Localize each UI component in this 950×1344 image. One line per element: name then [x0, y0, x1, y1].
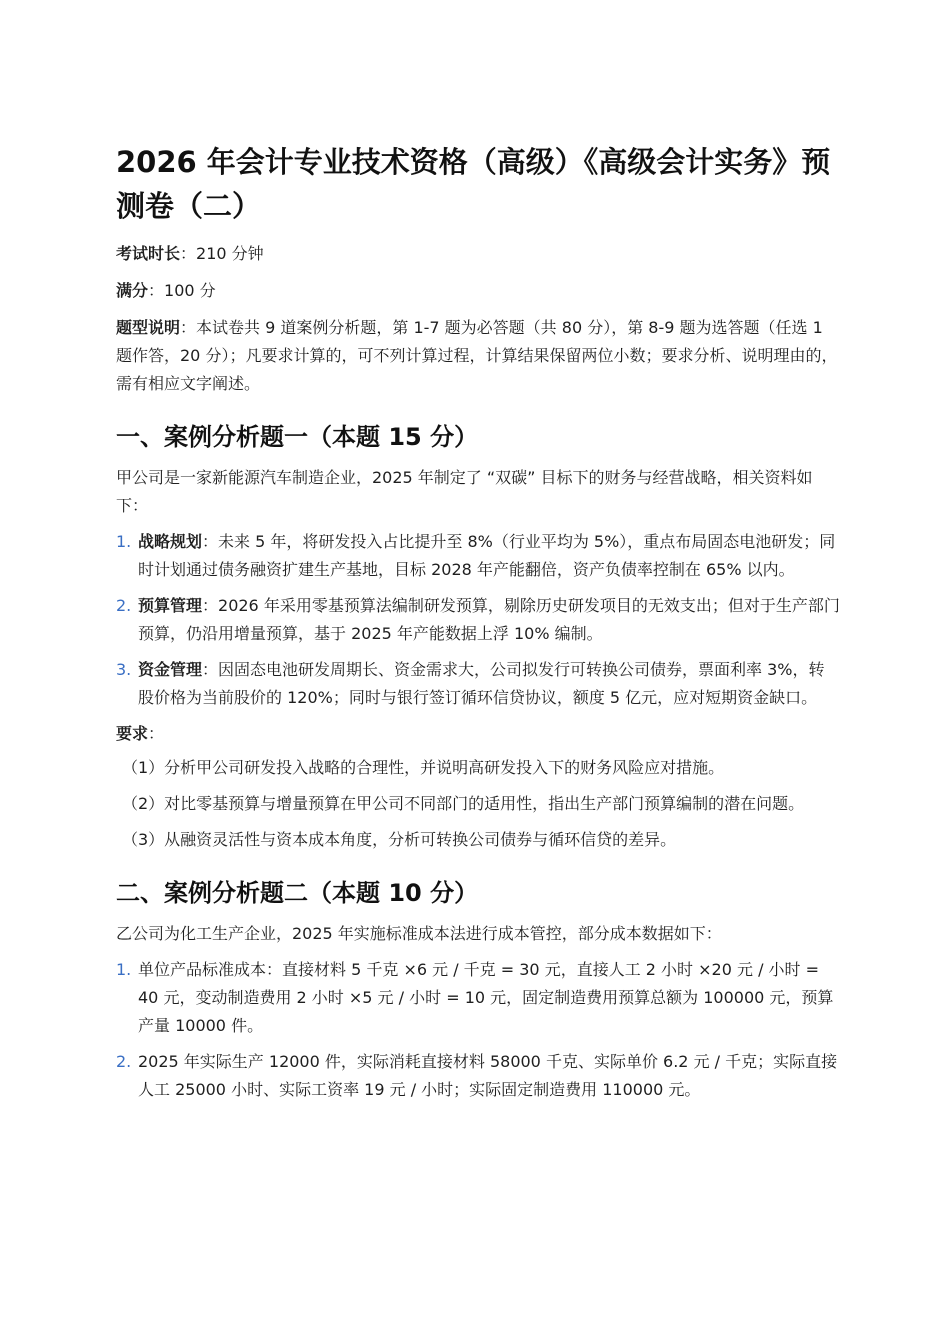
item-label: 预算管理 [138, 596, 203, 615]
requirement-text: （2）对比零基预算与增量预算在甲公司不同部门的适用性，指出生产部门预算编制的潜在问题。 [122, 794, 805, 813]
item-label: 战略规划 [138, 532, 203, 551]
section-2-heading: 二、案例分析题二（本题 10 分） [116, 879, 479, 907]
section-1-list [116, 528, 840, 712]
list-item [116, 528, 840, 584]
item-text: 单位产品标准成本：直接材料 5 千克 ×6 元 / 千克 = 30 元，直接人工 2 小时 ×20 元 / 小时 = 40 元，变动制造费用 2 小时 ×5 元 / 小时 = 10 元，固定制造费用预算总额为 100000 元，预算产量 10000 件。 [138, 960, 834, 1035]
item-text: 2025 年实际生产 12000 件，实际消耗直接材料 58000 千克、实际单价 6.2 元 / 千克；实际直接人工 25000 小时、实际工资率 19 元 / 小时；实际固定制造费用 110000 元。 [138, 1052, 838, 1099]
section-2-list [116, 956, 840, 1104]
requirement-text: （1）分析甲公司研发投入战略的合理性，并说明高研发投入下的财务风险应对措施。 [122, 758, 725, 777]
score-value: ：100 分 [148, 281, 216, 300]
instructions-value: ：本试卷共 9 道案例分析题，第 1-7 题为必答题（共 80 分），第 8-9 题为选答题（任选 1 题作答，20 分）；凡要求计算的，可不列计算过程，计算结果保留两位小数；要求分析、说明理由的，需有相应文字阐述。 [116, 318, 838, 393]
exam-score [116, 277, 840, 305]
requirements-colon: ： [148, 724, 165, 743]
duration-label: 考试时长 [116, 244, 181, 263]
item-text: ：2026 年采用零基预算法编制研发预算，剔除历史研发项目的无效支出；但对于生产部门预算，仍沿用增量预算，基于 2025 年产能数据上浮 10% 编制。 [138, 596, 840, 643]
score-label: 满分 [116, 281, 149, 300]
list-number: 2. [116, 1052, 132, 1071]
section-1-intro: 甲公司是一家新能源汽车制造企业，2025 年制定了 “双碳” 目标下的财务与经营战略，相关资料如下： [116, 468, 813, 515]
requirement-3 [116, 826, 840, 854]
list-number: 3. [116, 660, 132, 679]
exam-duration [116, 240, 840, 268]
page-title: 2026 年会计专业技术资格（高级）《高级会计实务》预测卷（二） [116, 145, 831, 223]
requirement-2 [116, 790, 840, 818]
requirement-text: （3）从融资灵活性与资本成本角度，分析可转换公司债券与循环信贷的差异。 [122, 830, 677, 849]
list-item [116, 956, 840, 1040]
section-1-heading: 一、案例分析题一（本题 15 分） [116, 423, 479, 451]
item-text: ：因固态电池研发周期长、资金需求大，公司拟发行可转换公司债券，票面利率 3%，转股价格为当前股价的 120%；同时与银行签订循环信贷协议，额度 5 亿元，应对短期资金缺口。 [138, 660, 825, 707]
list-number: 2. [116, 596, 132, 615]
instructions-label: 题型说明 [116, 318, 181, 337]
item-text: ：未来 5 年，将研发投入占比提升至 8%（行业平均为 5%），重点布局固态电池研发；同时计划通过债务融资扩建生产基地，目标 2028 年产能翻倍，资产负债率控制在 65% 以内。 [138, 532, 836, 579]
section-2-intro: 乙公司为化工生产企业，2025 年实施标准成本法进行成本管控，部分成本数据如下： [116, 924, 722, 943]
requirements-label: 要求 [116, 724, 149, 743]
item-label: 资金管理 [138, 660, 203, 679]
list-number: 1. [116, 532, 132, 551]
exam-instructions [116, 314, 840, 398]
list-number: 1. [116, 960, 132, 979]
list-item [116, 1048, 840, 1104]
requirement-1 [116, 754, 840, 782]
list-item [116, 656, 840, 712]
list-item [116, 592, 840, 648]
exam-paper [116, 140, 840, 1112]
duration-value: ：210 分钟 [180, 244, 264, 263]
requirements-heading [116, 720, 840, 748]
